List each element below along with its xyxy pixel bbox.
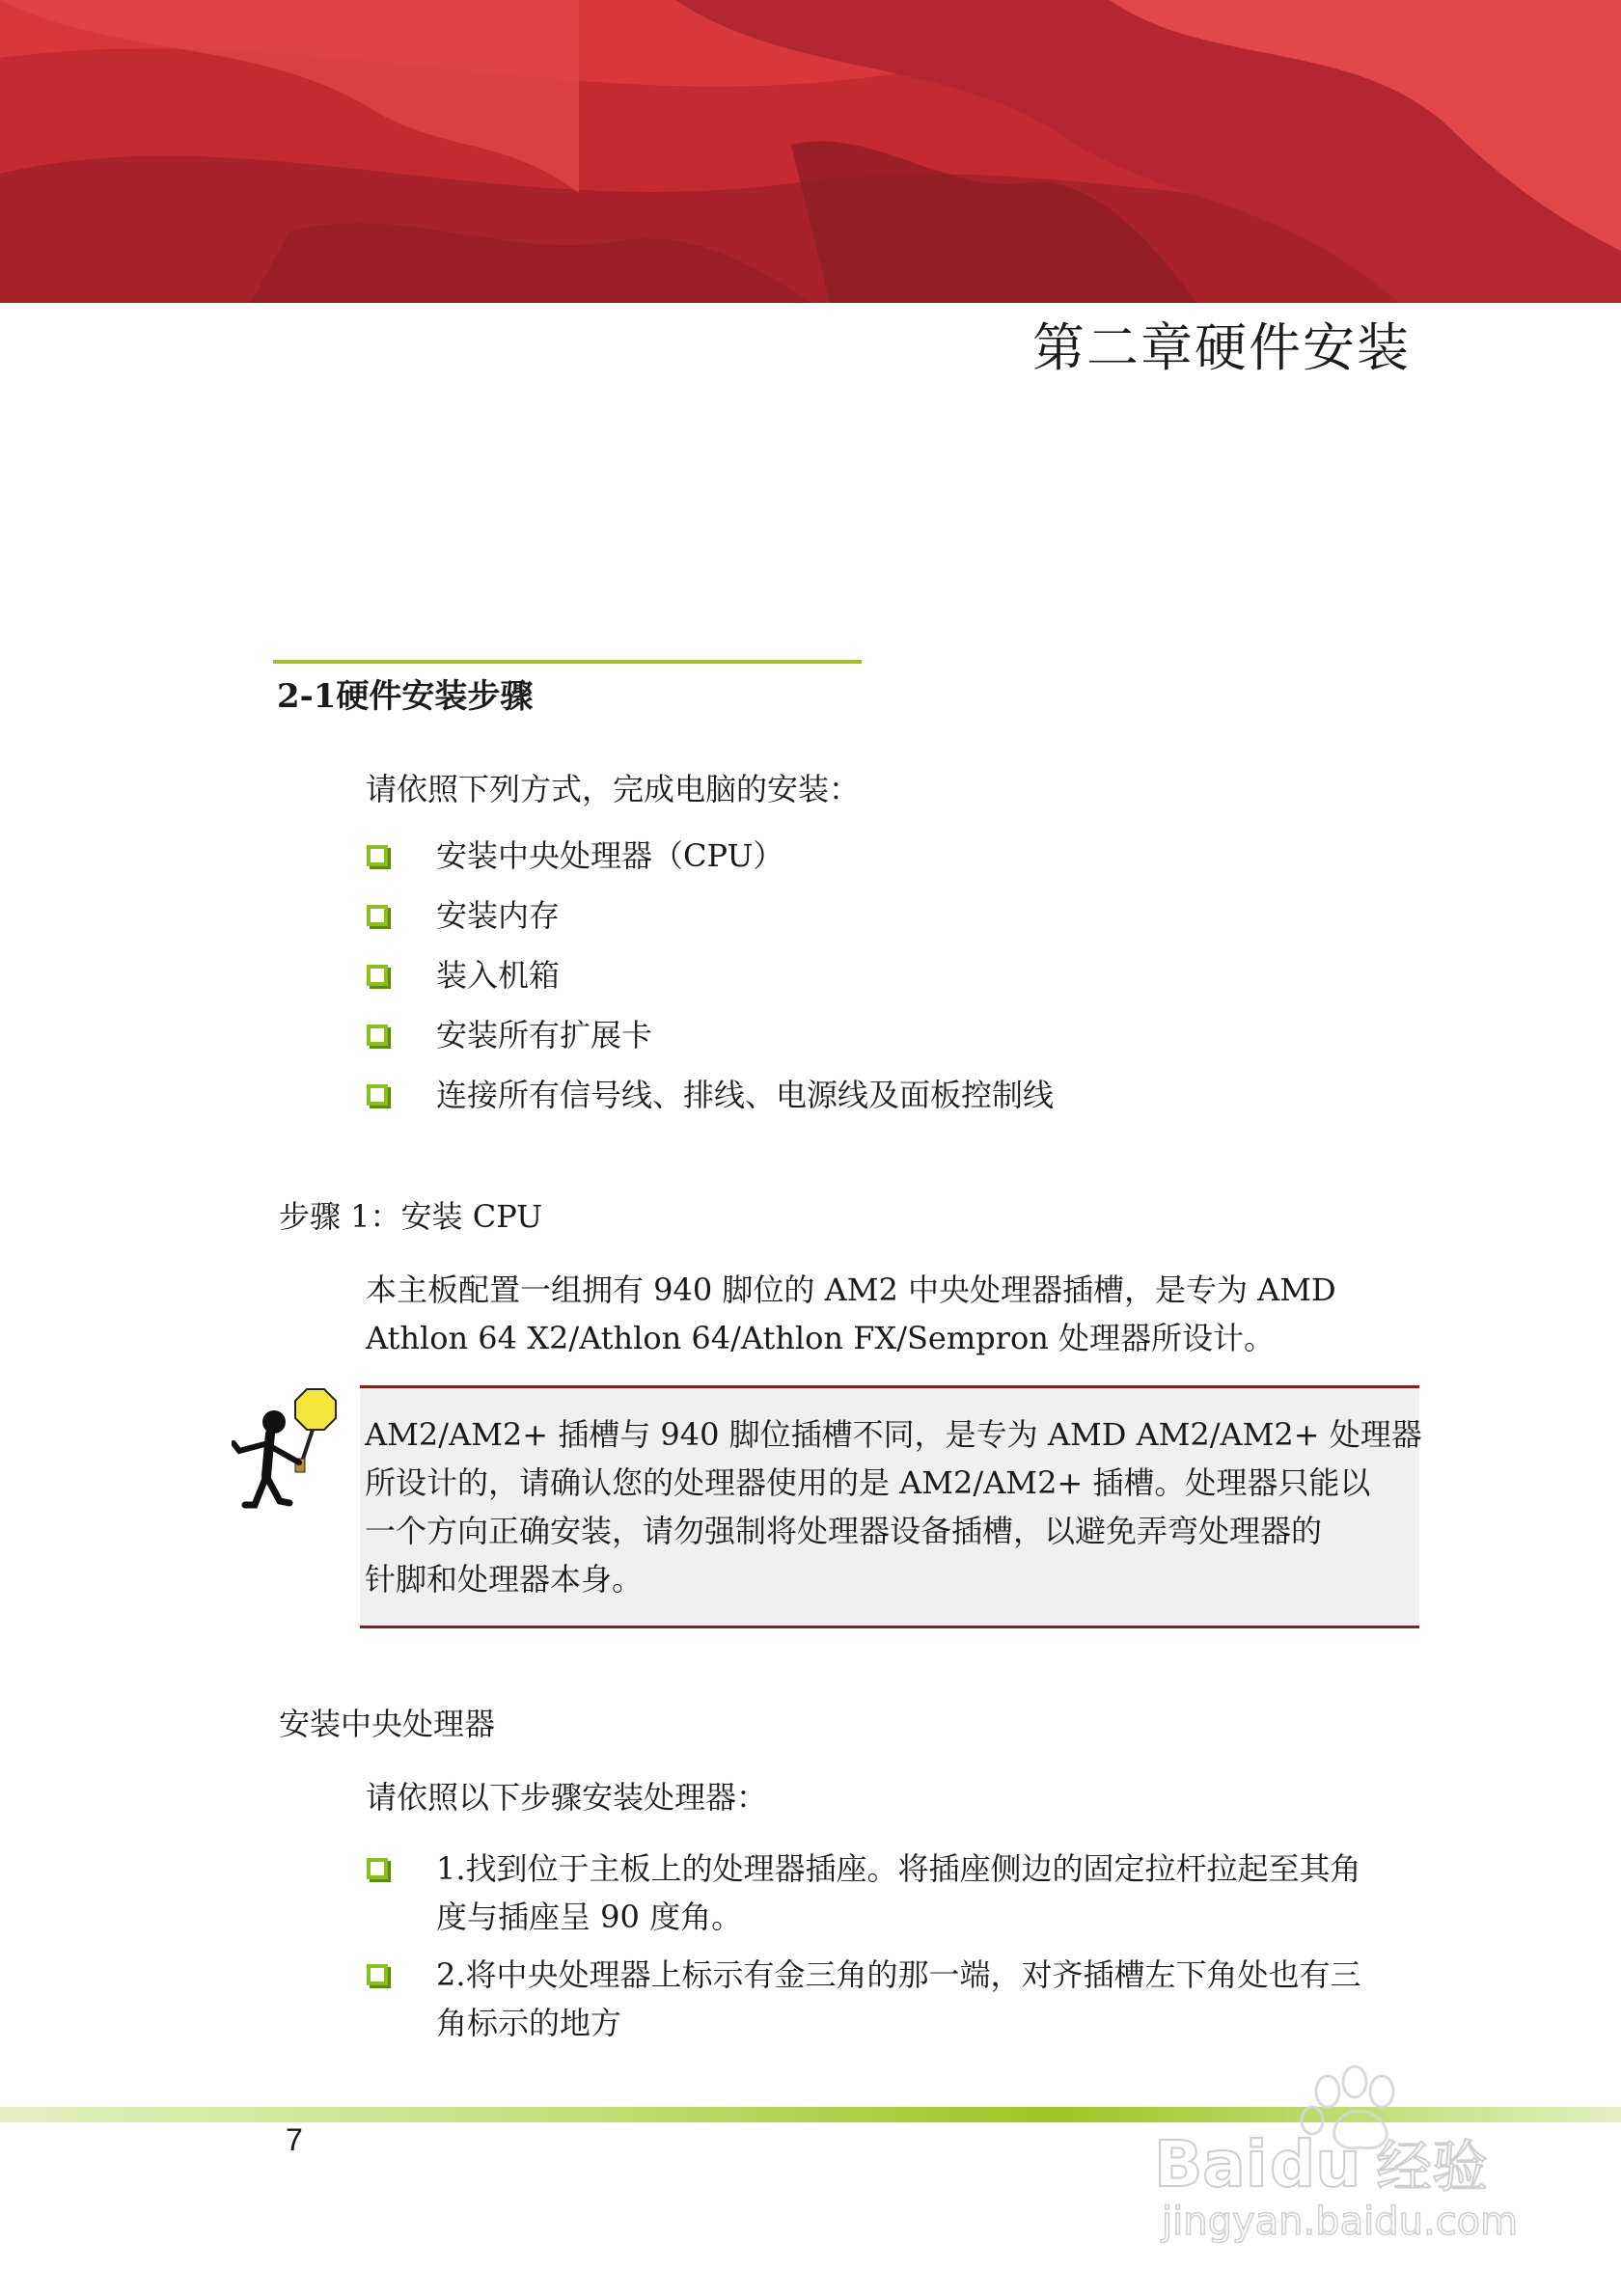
watermark-brand-du: du	[1270, 2127, 1361, 2201]
install-intro: 请依照以下步骤安装处理器：	[366, 1779, 768, 1816]
caution-sign-figure-icon	[232, 1383, 357, 1509]
list-item-line1: 2.将中央处理器上标示有金三角的那一端，对齐插槽左下角处也有三	[436, 1956, 1361, 1993]
list-item: 安装中央处理器（CPU）	[436, 837, 784, 874]
list-item: 装入机箱	[436, 957, 561, 994]
list-item: 安装所有扩展卡	[436, 1017, 653, 1053]
list-item: 安装内存	[436, 897, 561, 934]
checkbox-bullet-icon	[367, 1025, 388, 1046]
watermark-brand: Bai	[1154, 2127, 1268, 2201]
list-item-line1: 1.找到位于主板上的处理器插座。将插座侧边的固定拉杆拉起至其角	[436, 1850, 1361, 1887]
checkbox-bullet-icon	[367, 1084, 388, 1106]
step1-body-line1: 本主板配置一组拥有 940 脚位的 AM2 中央处理器插槽，是专为 AMD	[366, 1271, 1336, 1308]
section-divider	[273, 660, 862, 664]
banner-artwork	[0, 0, 1621, 303]
note-line4: 针脚和处理器本身。	[365, 1561, 644, 1598]
section-heading: 2-1硬件安装步骤	[277, 677, 534, 716]
section-intro: 请依照下列方式，完成电脑的安装：	[366, 771, 861, 807]
header-banner	[0, 0, 1621, 303]
checkbox-bullet-icon	[367, 1964, 388, 1985]
note-line3: 一个方向正确安装，请勿强制将处理器设备插槽，以避免弄弯处理器的	[365, 1513, 1323, 1549]
watermark-brand-cn: 经验	[1376, 2134, 1489, 2200]
note-line1: AM2/AM2+ 插槽与 940 脚位插槽不同，是专为 AMD AM2/AM2+ 处理器	[365, 1416, 1422, 1453]
list-item: 连接所有信号线、排线、电源线及面板控制线	[436, 1077, 1055, 1113]
baidu-watermark	[1148, 2045, 1534, 2248]
install-heading: 安装中央处理器	[279, 1706, 496, 1742]
checkbox-bullet-icon	[367, 845, 388, 866]
step1-body-line2: Athlon 64 X2/Athlon 64/Athlon FX/Sempron 处理器所设计。	[366, 1320, 1276, 1356]
page-number: 7	[286, 2122, 303, 2157]
checkbox-bullet-icon	[367, 905, 388, 926]
list-item-line2: 角标示的地方	[436, 2005, 622, 2041]
note-line2: 所设计的，请确认您的处理器使用的是 AM2/AM2+ 插槽。处理器只能以	[365, 1464, 1371, 1501]
step1-heading: 步骤 1：安装 CPU	[279, 1198, 543, 1235]
checkbox-bullet-icon	[367, 965, 388, 986]
chapter-title: 第二章硬件安装	[1032, 317, 1411, 378]
checkbox-bullet-icon	[367, 1858, 388, 1879]
watermark-url: jingyan.baidu.com	[1162, 2200, 1519, 2244]
list-item-line2: 度与插座呈 90 度角。	[436, 1899, 743, 1935]
